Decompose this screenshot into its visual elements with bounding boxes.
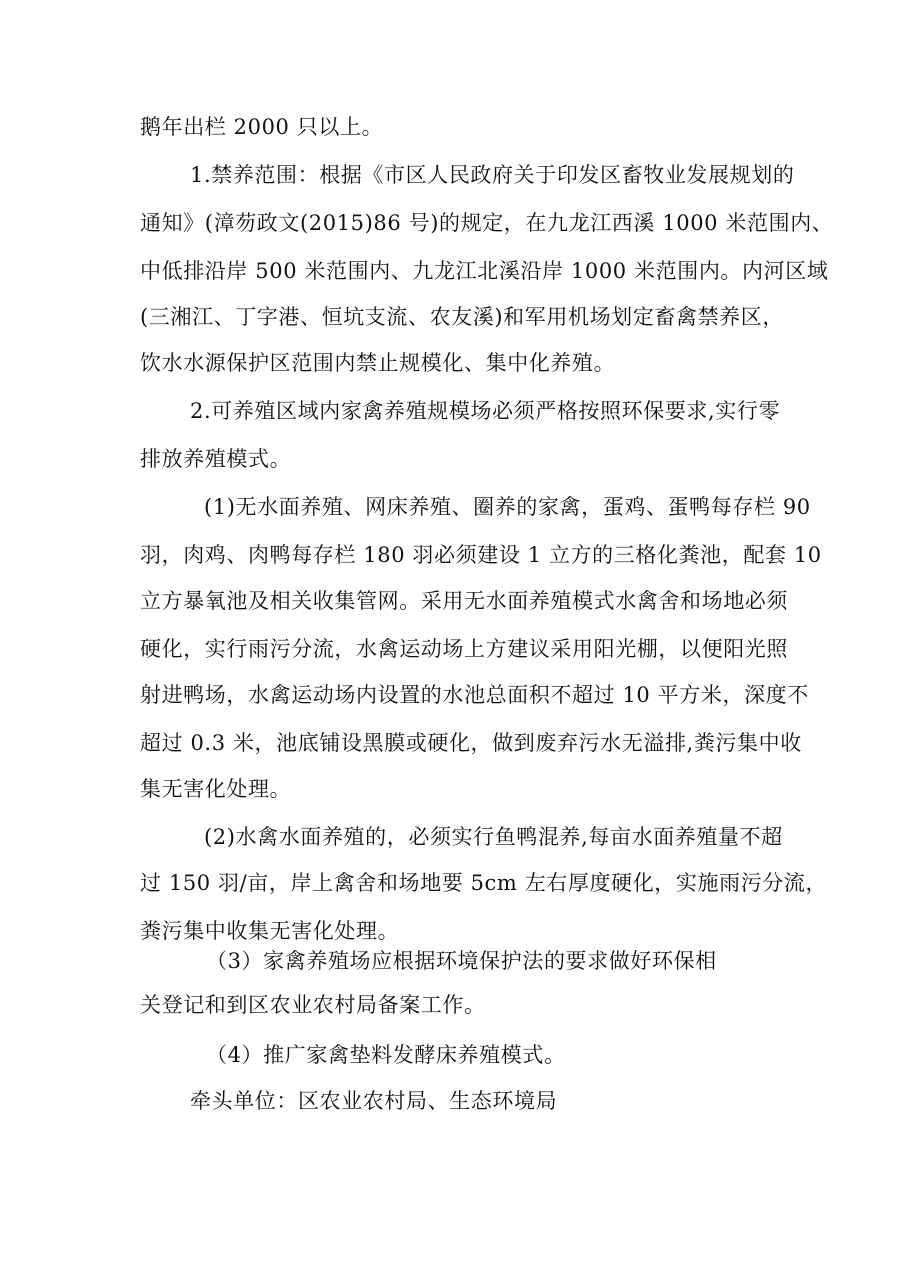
text-line: 硬化，实行雨污分流，水禽运动场上方建议采用阳光棚，以便阳光照 xyxy=(140,637,788,661)
text-line: 射进鸭场，水禽运动场内设置的水池总面积不超过 10 平方米，深度不 xyxy=(140,683,809,707)
text-line: 羽，肉鸡、肉鸭每存栏 180 羽必须建设 1 立方的三格化粪池，配套 10 xyxy=(140,543,822,567)
lead-unit-line: 牵头单位：区农业农村局、生态环境局 xyxy=(190,1089,558,1113)
text-line: 饮水水源保护区范围内禁止规模化、集中化养殖。 xyxy=(140,351,616,375)
text-line: 集无害化处理。 xyxy=(140,777,292,801)
text-line: (1)无水面养殖、网床养殖、圈养的家禽，蛋鸡、蛋鸭每存栏 90 xyxy=(204,495,811,519)
text-line: 超过 0.3 米，池底铺设黑膜或硬化，做到废弃污水无溢排,粪污集中收 xyxy=(140,731,802,755)
text-line: 1.禁养范围：根据《市区人民政府关于印发区畜牧业发展规划的 xyxy=(190,163,795,187)
text-line: 粪污集中收集无害化处理。 xyxy=(140,919,400,943)
text-line: 过 150 羽/亩，岸上禽舍和场地要 5cm 左右厚度硬化，实施雨污分流， xyxy=(140,871,828,895)
text-line: 2.可养殖区域内家禽养殖规模场必须严格按照环保要求,实行零 xyxy=(190,399,781,423)
text-line: （3）家禽养殖场应根据环境保护法的要求做好环保相 xyxy=(206,949,717,973)
text-line: （4）推广家禽垫料发酵床养殖模式。 xyxy=(206,1043,566,1067)
text-line: 立方暴氧池及相关收集管网。采用无水面养殖模式水禽舍和场地必须 xyxy=(140,589,788,613)
text-line: 中低排沿岸 500 米范围内、九龙江北溪沿岸 1000 米范围内。内河区域 xyxy=(140,259,829,283)
text-line: (三湘江、丁字港、恒坑支流、农友溪)和军用机场划定畜禽禁养区， xyxy=(140,305,784,329)
text-line: 通知》(漳芴政文(2015)86 号)的规定，在九龙江西溪 1000 米范围内、 xyxy=(140,211,834,235)
text-line: 关登记和到区农业农村局备案工作。 xyxy=(140,993,486,1017)
text-line: (2)水禽水面养殖的，必须实行鱼鸭混养,每亩水面养殖量不超 xyxy=(204,825,783,849)
text-line: 排放养殖模式。 xyxy=(140,447,292,471)
text-line: 鹅年出栏 2000 只以上。 xyxy=(140,115,384,139)
